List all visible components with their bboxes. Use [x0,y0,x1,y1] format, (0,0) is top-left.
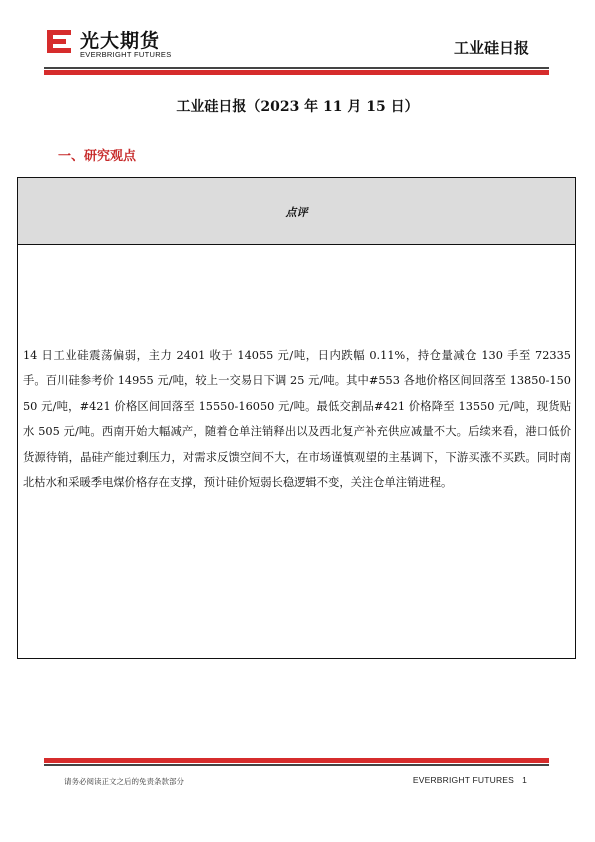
header-divider-dark [44,67,549,69]
company-logo [44,24,184,60]
page-number: 1 [522,775,527,785]
section-heading: 一、研究观点 [58,149,137,164]
commentary-table [17,177,576,659]
logo-subtitle: EVERBRIGHT FUTURES [80,50,172,59]
table-header [18,178,575,245]
table-header-label: 点评 [285,206,308,219]
footer-company-name: EVERBRIGHT FUTURES [412,775,515,785]
footer-company [413,775,527,785]
footer-disclaimer: 请务必阅读正文之后的免责条款部分 [64,777,184,786]
footer-divider-red [44,758,549,763]
document-title: 工业硅日报（2023 年 11 月 15 日） [176,99,419,115]
header-divider-red [44,70,549,75]
everbright-logo-icon [44,26,74,56]
commentary-text: 14 日工业硅震荡偏弱，主力 2401 收于 14055 元/吨，日内跌幅 0.11%，持仓量减仓 130 手至 72335 手。百川硅参考价 14955 元/吨，较上一交易日下调 25 元/吨。其中#553 各地价格区间回落至 13850-15050 元/吨，#421 价格区间回落至 15550-16050 元/吨。最低交割品#421 价格降至 13550 元/吨，现货贴水 505 元/吨。西南开始大幅减产，随着仓单注销释出以及西北复产补充供应减量不大。后续来看，港口低价货源待销，晶硅产能过剩压力，对需求反馈空间不大，在市场谨慎观望的主基调下，下游买涨不买跌。同时南北枯水和采暖季电煤价格存在支撑，预计硅价短弱长稳逻辑不变，关注仓单注销进程。 [23,349,571,490]
footer-divider-dark [44,764,549,766]
report-name: 工业硅日报 [453,39,529,57]
logo-name: 光大期货 [80,30,161,52]
